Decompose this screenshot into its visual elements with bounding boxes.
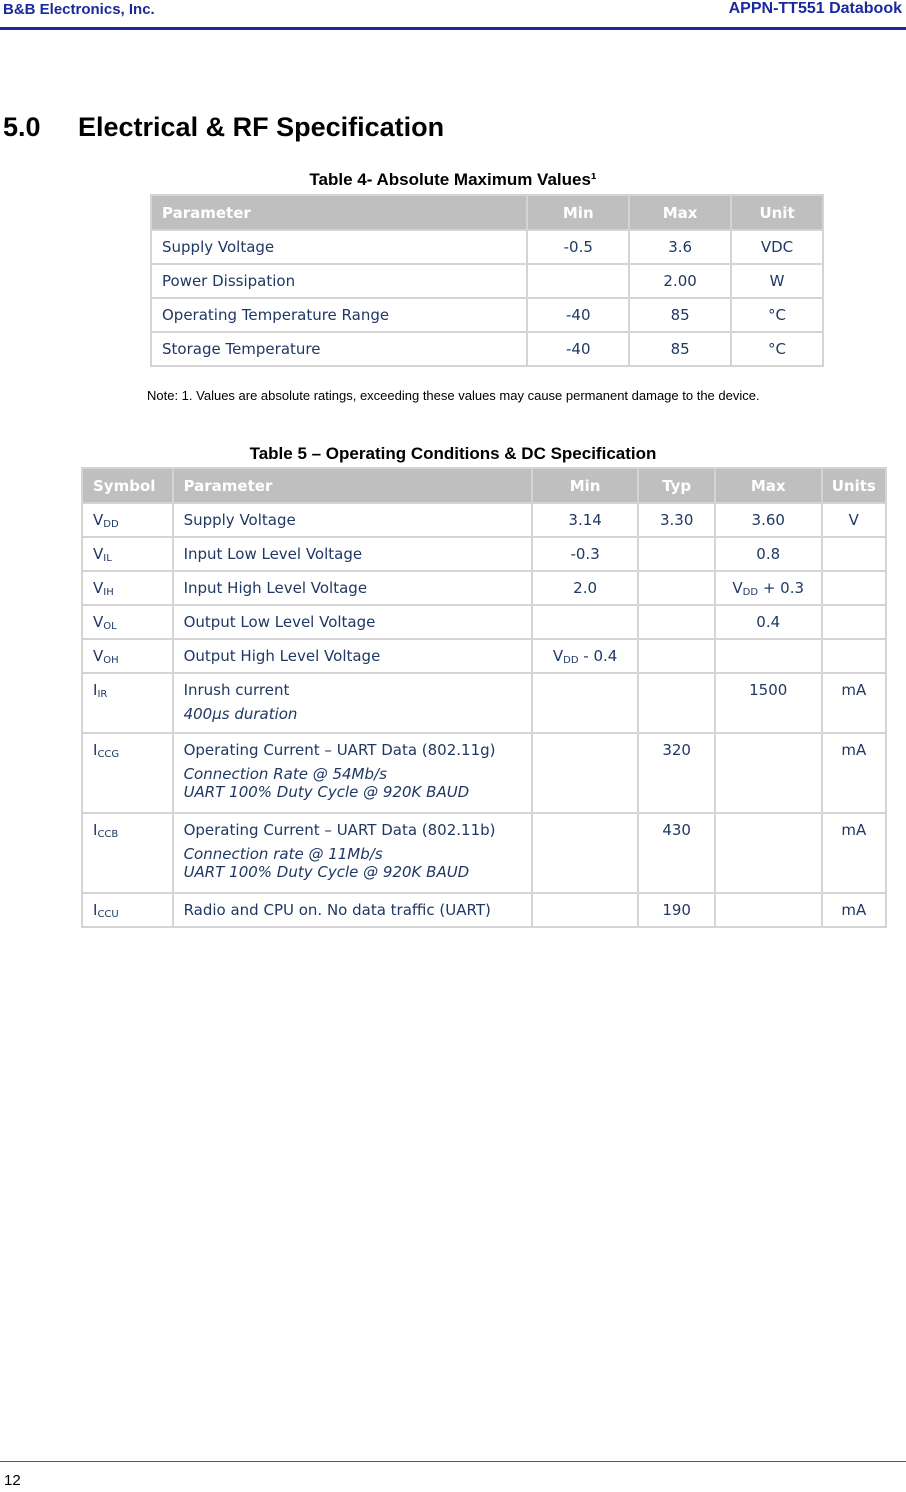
cell-typ <box>638 571 714 605</box>
operating-conditions-table <box>81 467 887 928</box>
col-min: Min <box>532 468 639 503</box>
parameter-text: Operating Current – UART Data (802.11g) <box>183 741 496 759</box>
cell-parameter: Supply Voltage <box>173 503 532 537</box>
cell-units <box>822 605 886 639</box>
parameter-text: Inrush current <box>183 681 290 699</box>
cell-min: 3.14 <box>532 503 639 537</box>
table-row <box>151 332 823 366</box>
cell-parameter: Supply Voltage <box>151 230 527 264</box>
cell-min <box>532 893 639 927</box>
symbol-letter: I <box>93 681 98 699</box>
parameter-detail: Connection Rate @ 54Mb/s <box>183 765 387 783</box>
cell-max <box>715 893 822 927</box>
symbol-subscript: DD <box>103 518 119 530</box>
col-min: Min <box>527 195 629 230</box>
symbol-letter: V <box>93 544 104 563</box>
cell-max <box>715 571 822 605</box>
table-row <box>82 893 886 927</box>
cell-unit: VDC <box>731 230 823 264</box>
table-row <box>151 264 823 298</box>
cell-unit: °C <box>731 298 823 332</box>
symbol-subscript: IH <box>103 586 114 598</box>
table4-caption: Table 4- Absolute Maximum Values¹ <box>309 170 597 189</box>
cell-max: 85 <box>629 298 731 332</box>
cell-typ <box>638 537 714 571</box>
cell-symbol <box>82 605 173 639</box>
table5-caption: Table 5 – Operating Conditions & DC Specification <box>249 444 657 463</box>
cell-max: 0.4 <box>715 605 822 639</box>
cell-max <box>715 639 822 673</box>
cell-units: mA <box>822 673 886 733</box>
cell-units <box>822 639 886 673</box>
symbol-subscript: CCB <box>97 829 119 840</box>
symbol-letter: I <box>93 741 98 759</box>
cell-min: -40 <box>527 332 629 366</box>
cell-typ: 320 <box>638 733 714 813</box>
parameter-detail: UART 100% Duty Cycle @ 920K BAUD <box>183 863 470 881</box>
cell-symbol <box>82 733 173 813</box>
cell-max: 1500 <box>715 673 822 733</box>
header-company: B&B Electronics, Inc. <box>3 1 155 18</box>
table-row <box>82 571 886 605</box>
cell-max: 2.00 <box>629 264 731 298</box>
cell-units <box>822 571 886 605</box>
symbol-letter: V <box>93 646 104 665</box>
cell-typ: 190 <box>638 893 714 927</box>
min-subscript: DD <box>563 654 579 666</box>
cell-min <box>527 264 629 298</box>
cell-parameter: Power Dissipation <box>151 264 527 298</box>
absolute-max-table <box>150 194 824 367</box>
cell-min <box>532 639 639 673</box>
cell-typ: 3.30 <box>638 503 714 537</box>
symbol-subscript: IR <box>97 689 108 700</box>
table-row <box>151 298 823 332</box>
symbol-subscript: IL <box>103 552 112 564</box>
cell-symbol <box>82 673 173 733</box>
symbol-subscript: OL <box>103 620 117 632</box>
cell-symbol <box>82 813 173 893</box>
symbol-letter: I <box>93 821 98 839</box>
cell-units: V <box>822 503 886 537</box>
header-doc-title: APPN-TT551 Databook <box>728 0 902 17</box>
symbol-letter: V <box>93 612 104 631</box>
cell-min: 2.0 <box>532 571 639 605</box>
page-number: 12 <box>4 1472 21 1489</box>
table-header-row <box>82 468 886 503</box>
cell-max: 0.8 <box>715 537 822 571</box>
parameter-text: Operating Current – UART Data (802.11b) <box>183 821 496 839</box>
cell-max: 3.60 <box>715 503 822 537</box>
table-row <box>82 639 886 673</box>
cell-parameter: Radio and CPU on. No data traffic (UART) <box>173 893 532 927</box>
parameter-detail: UART 100% Duty Cycle @ 920K BAUD <box>183 783 470 801</box>
col-max: Max <box>715 468 822 503</box>
col-parameter: Parameter <box>173 468 532 503</box>
col-symbol: Symbol <box>82 468 173 503</box>
cell-typ <box>638 673 714 733</box>
cell-parameter: Operating Temperature Range <box>151 298 527 332</box>
section-heading <box>3 112 444 143</box>
cell-unit: °C <box>731 332 823 366</box>
cell-parameter <box>173 733 532 813</box>
col-units: Units <box>822 468 886 503</box>
symbol-subscript: CCG <box>97 749 120 760</box>
table-row <box>151 230 823 264</box>
section-number: 5.0 <box>3 112 41 142</box>
cell-parameter: Output High Level Voltage <box>173 639 532 673</box>
table-row <box>82 605 886 639</box>
cell-parameter: Input High Level Voltage <box>173 571 532 605</box>
table-header-row <box>151 195 823 230</box>
symbol-letter: I <box>93 900 98 919</box>
cell-units: mA <box>822 733 886 813</box>
cell-symbol <box>82 893 173 927</box>
cell-min: -0.5 <box>527 230 629 264</box>
cell-units: mA <box>822 813 886 893</box>
col-max: Max <box>629 195 731 230</box>
header-rule <box>0 27 906 30</box>
cell-parameter: Output Low Level Voltage <box>173 605 532 639</box>
min-rest: - 0.4 <box>578 646 618 665</box>
cell-parameter <box>173 673 532 733</box>
cell-symbol <box>82 571 173 605</box>
symbol-letter: V <box>93 510 104 529</box>
table-row <box>82 673 886 733</box>
max-rest: + 0.3 <box>758 578 805 597</box>
cell-max <box>715 733 822 813</box>
cell-max: 3.6 <box>629 230 731 264</box>
cell-units: mA <box>822 893 886 927</box>
symbol-letter: V <box>93 578 104 597</box>
cell-max <box>715 813 822 893</box>
table-row <box>82 733 886 813</box>
col-unit: Unit <box>731 195 823 230</box>
max-symbol: V <box>732 578 743 597</box>
parameter-detail: Connection rate @ 11Mb/s <box>183 845 383 863</box>
cell-typ <box>638 639 714 673</box>
cell-parameter: Input Low Level Voltage <box>173 537 532 571</box>
cell-min <box>532 605 639 639</box>
footer-rule <box>0 1461 906 1462</box>
cell-min: -0.3 <box>532 537 639 571</box>
cell-max: 85 <box>629 332 731 366</box>
section-title-text: Electrical & RF Specification <box>78 112 445 142</box>
table-row <box>82 813 886 893</box>
max-subscript: DD <box>742 586 759 598</box>
symbol-subscript: CCU <box>97 908 119 920</box>
cell-unit: W <box>731 264 823 298</box>
cell-min <box>532 733 639 813</box>
cell-parameter <box>173 813 532 893</box>
col-parameter: Parameter <box>151 195 527 230</box>
symbol-subscript: OH <box>103 654 119 666</box>
cell-min: -40 <box>527 298 629 332</box>
cell-symbol <box>82 503 173 537</box>
col-typ: Typ <box>638 468 714 503</box>
cell-min <box>532 673 639 733</box>
cell-symbol <box>82 537 173 571</box>
table-row <box>82 503 886 537</box>
table-row <box>82 537 886 571</box>
cell-typ <box>638 605 714 639</box>
cell-units <box>822 537 886 571</box>
table4-note: Note: 1. Values are absolute ratings, exceeding these values may cause permanent damage to the device. <box>147 388 760 403</box>
parameter-detail: 400µs duration <box>183 705 298 723</box>
cell-min <box>532 813 639 893</box>
cell-symbol <box>82 639 173 673</box>
cell-typ: 430 <box>638 813 714 893</box>
cell-parameter: Storage Temperature <box>151 332 527 366</box>
min-symbol: V <box>552 646 564 665</box>
